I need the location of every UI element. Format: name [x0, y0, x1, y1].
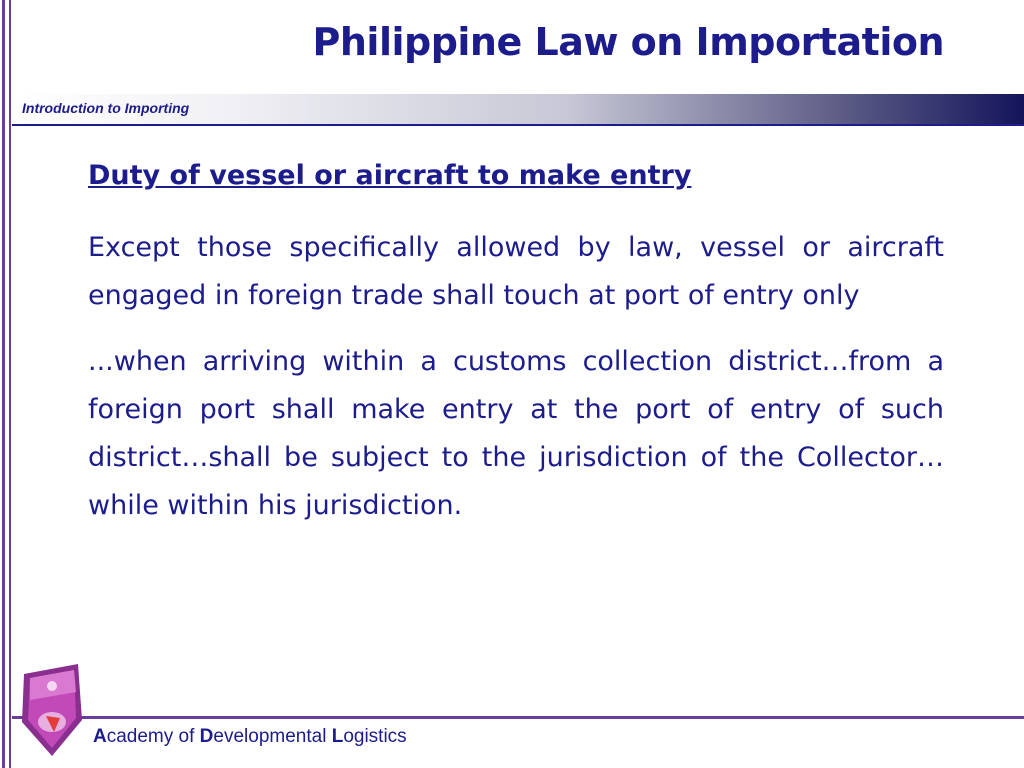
footer-initial-a: A [93, 726, 107, 747]
section-band-rule [12, 124, 1024, 126]
footer-initial-d: D [199, 726, 214, 747]
slide-body [88, 152, 944, 548]
academy-shield-logo-icon [16, 660, 86, 760]
footer-word-academy: cademy of [106, 726, 200, 747]
footer-organization-name [93, 726, 407, 748]
footer-word-developmental: evelopmental [213, 726, 332, 747]
body-paragraph-2: ...when arriving within a customs collection district…from a foreign port shall make entry at the port of entry of such district…shall be subject to the jurisdiction of the Collector…while within his jurisdiction. [88, 346, 944, 521]
slide-title: Philippine Law on Importation [312, 20, 944, 64]
body-paragraph-1: Except those specifically allowed by law, vessel or aircraft engaged in foreign trade shall touch at port of entry only [88, 232, 944, 311]
footer-initial-l: L [331, 726, 344, 747]
left-border-line-outer [2, 0, 5, 768]
footer-rule [12, 716, 1024, 719]
section-label: Introduction to Importing [22, 100, 190, 116]
left-border-line-inner [9, 0, 11, 768]
footer-word-logistics: ogistics [343, 726, 407, 747]
body-heading: Duty of vessel or aircraft to make entry [88, 160, 692, 191]
